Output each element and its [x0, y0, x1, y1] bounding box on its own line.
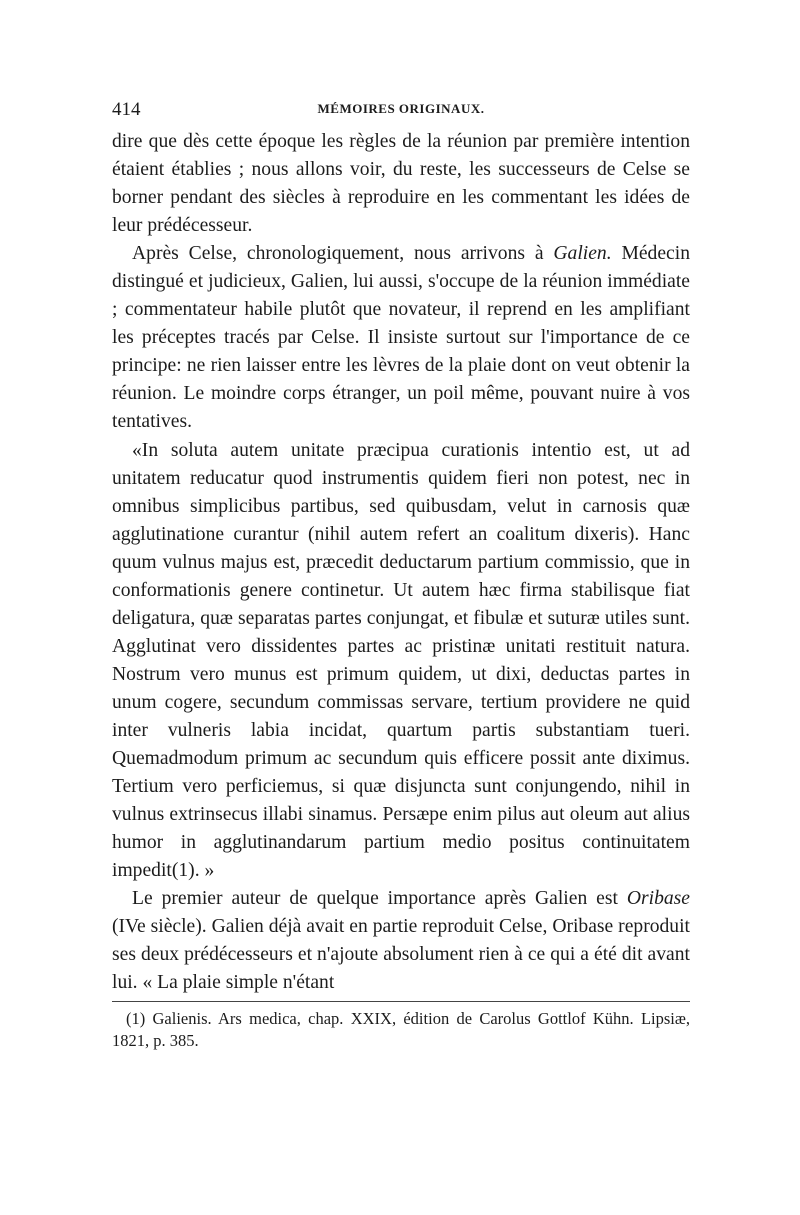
- paragraph-4: [112, 885, 690, 997]
- book-page: [112, 98, 690, 1069]
- running-title: MÉMOIRES ORIGINAUX.: [317, 101, 485, 116]
- paragraph-4-start: Le premier auteur de quelque importance après Galien est: [132, 888, 627, 910]
- author-name-oribase: Oribase: [626, 888, 690, 910]
- paragraph-4-rest: (IVe siècle). Galien déjà avait en partie reproduit Celse, Oribase reproduit ses deux prédécesseurs et n'ajoute absolument rien à ce qui a été dit avant lui. « La plaie simple n'étant: [112, 916, 690, 994]
- footnote: (1) Galienis. Ars medica, chap. XXIX, édition de Carolus Gottlof Kühn. Lipsiæ, 1821, p. 385.: [112, 1009, 690, 1051]
- footnote-rule: [112, 1001, 690, 1002]
- latin-quotation: «In soluta autem unitate præcipua curationis intentio est, ut ad unitatem reducatur quod instrumentis quidem fieri non potest, nec in omnibus simplicibus partibus, sed quibusdam, velut in carnosis quæ agglutinatione curantur (nihil autem refert an coalitum dixeris). Hanc quum vulnus majus est, præcedit deductarum partium commissio, que in conformationis genere continetur. Ut autem hæc firma stabilisque fiat deligatura, quæ separatas partes conjungat, et fibulæ et suturæ utiles sunt. Agglutinat vero dissidentes partes ac pristinæ unitati restituit natura. Nostrum vero munus est primum quidem, ut dixi, deductas partes in unum cogere, secundum commissas servare, tertium providere ne quid inter vulneris labia incidat, quartum partis substantiam tueri. Quemadmodum primum ac secundum quis efficere possit ante diximus. Tertium vero perficiemus, si quæ disjuncta sunt conjungendo, nihil in vulnus extrinsecus illabi sinamus. Persæpe enim pilus aut oleum aut alius humor in agglutinandarum partium medio positus continuitatem impedit(1). »: [112, 439, 690, 882]
- page-number: 414: [112, 99, 141, 120]
- paragraph-2-start: Après Celse, chronologiquement, nous arrivons à: [132, 243, 554, 265]
- body-text: [112, 128, 690, 997]
- author-name-galien: Galien.: [553, 243, 612, 265]
- paragraph-2: [112, 240, 690, 436]
- running-head: [112, 98, 690, 128]
- paragraph-1: dire que dès cette époque les règles de la réunion par première intention étaient établies ; nous allons voir, du reste, les successeurs de Celse se borner pendant des siècles à reproduire en les commentant les idées de leur prédécesseur.: [112, 131, 690, 237]
- paragraph-2-rest: Médecin distingué et judicieux, Galien, lui aussi, s'occupe de la réunion immédiate ; commentateur habile plutôt que novateur, il reprend en les amplifiant les préceptes tracés par Celse. Il insiste surtout sur l'importance de ce principe: ne rien laisser entre les lèvres de la plaie dont on veut obtenir la réunion. Le moindre corps étranger, un poil même, pouvant nuire à vos tentatives.: [112, 243, 690, 433]
